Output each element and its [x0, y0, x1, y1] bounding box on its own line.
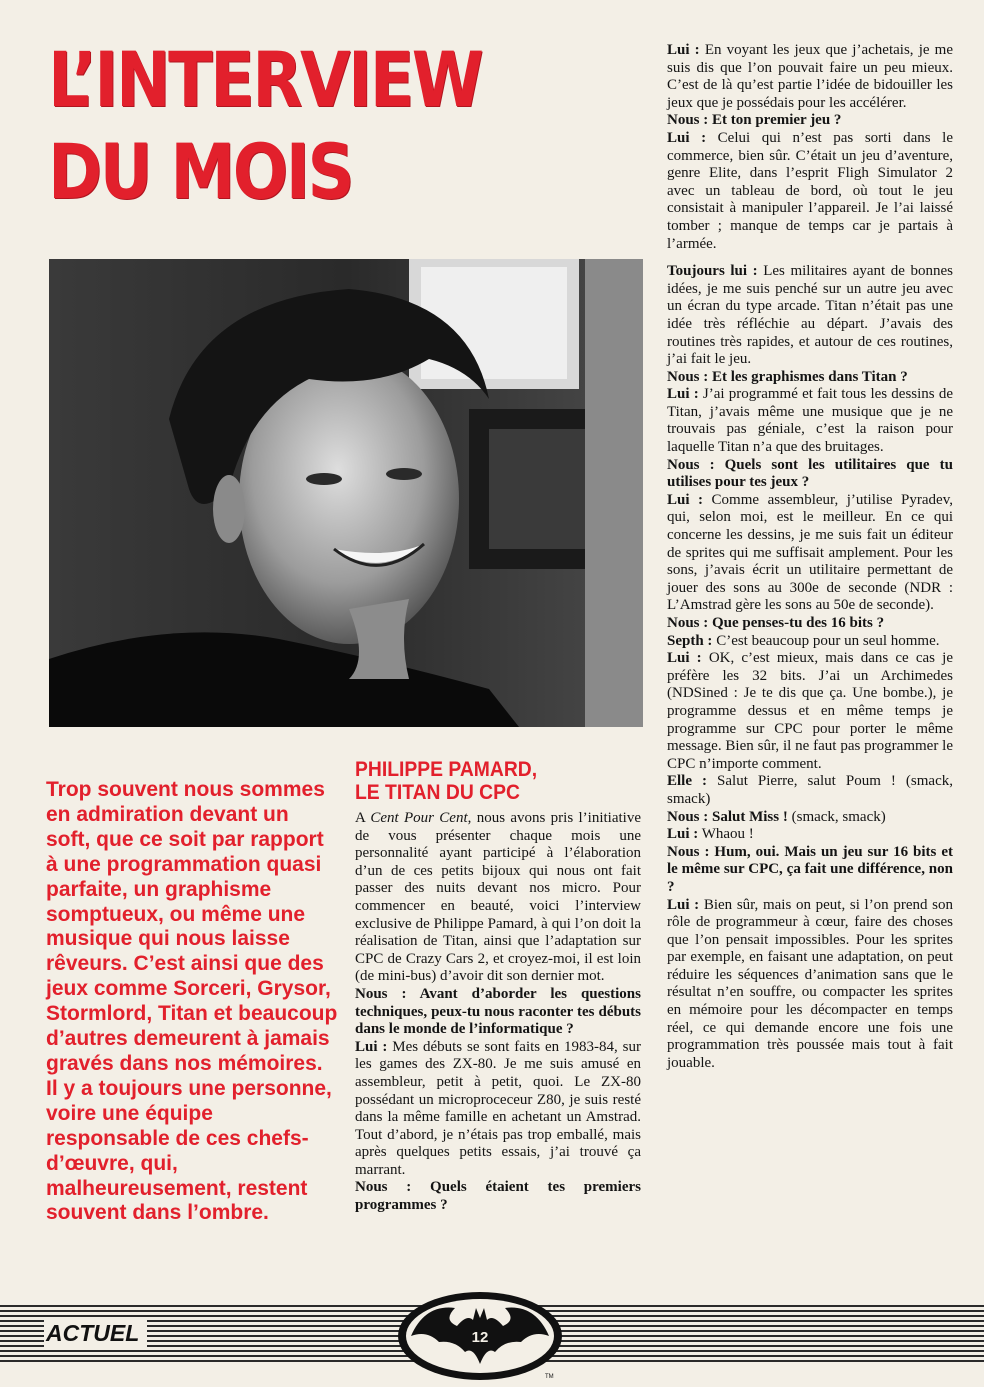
intro-text: Trop souvent nous sommes en admiration devant un soft, que ce soit par rapport à une programmation quasi parfaite, un graphisme somptueux, ou même une musique qui nous laisse rêveurs. C’est ainsi que des jeux comme Sorceri, Grysor, Stormlord, Titan et beaucoup d’autres demeurent à jamais gravés dans nos mémoires. Il y a toujours une personne, voire une équipe responsable de ces chefs-d’œuvre, qui, malheureusement, restent souvent dans l’ombre.	[46, 778, 338, 1225]
headline-line1: PHILIPPE PAMARD,	[355, 758, 538, 781]
headline-line2: LE TITAN DU CPC	[355, 781, 520, 804]
question: Nous : Avant d’aborder les questions techniques, peux-tu nous raconter tes débuts dans le monde de l’informatique ?	[355, 985, 641, 1038]
answer: Elle : Salut Pierre, salut Poum ! (smack, smack)	[667, 773, 953, 807]
page-number: 12	[471, 1329, 489, 1346]
answer: Septh : C’est beaucoup pour un seul homme.	[667, 632, 940, 649]
page-title-line1: L’INTERVIEW	[48, 35, 482, 124]
magazine-name: Cent Pour Cent	[370, 810, 468, 826]
portrait-photo	[49, 259, 643, 727]
answer: Toujours lui : Les militaires ayant de bonnes idées, je me suis penché sur un autre jeu avec un écran du type arcade. Titan n’était pas une idée très réfléchie au départ. J’avais des routines très rapides, et autour de ces routines, j’ai fait le jeu.	[667, 263, 953, 368]
answer: Lui : Whaou !	[667, 826, 754, 843]
bat-logo-icon	[395, 1290, 565, 1382]
question: Nous : Hum, oui. Mais un jeu sur 16 bits et le même sur CPC, ça fait une différence, non ?	[667, 843, 953, 895]
section-label: ACTUEL	[44, 1318, 147, 1349]
page-title	[48, 34, 547, 218]
answer: Lui : Bien sûr, mais on peut, si l’on prend son rôle de programmeur à cœur, faire des choses que l’on pensait impossibles. Pour les sprites par exemple, en faisant une adaptation, on peut réduire les séquences d’animation sans que le résultat n’en souffre, ou compacter les sprites en mémoire pour les décompacter en temps réel, ce qui demande encore une fois une programmation très poussée mais tout à fait jouable.	[667, 896, 953, 1071]
answer: Lui : J’ai programmé et fait tous les dessins de Titan, j’avais même une musique que je ne trouvais pas géniale, c’est la raison pour laquelle Titan n’a que des bruitages.	[667, 386, 953, 456]
article-headline	[355, 758, 622, 804]
answer: Lui : OK, c’est mieux, mais dans ce cas je préfère les 32 bits. J’ai un Archimedes (NDSined : Je te dis que ça. Une bombe.), je programme dessus et en même temps je programme sur CPC pour porter le même message. Bien sûr, il ne faut pas programmer le CPC n’importe comment.	[667, 650, 953, 772]
article-paragraph: A Cent Pour Cent, nous avons pris l’initiative de vous présenter chaque mois une personnalité ayant participé à l’élaboration d’un de ces petits bijoux qui nous ont fait passer des nuits devant nos micro. Pour commencer en beauté, voici l’interview exclusive de Philippe Pamard, à qui l’on doit la réalisation de Titan, ainsi que l’adaptation sur CPC de Crazy Cars 2, et croyez-moi, il est loin (de mini-bus) d’avoir dit son dernier mot.	[355, 810, 641, 985]
answer: Lui : Comme assembleur, j’utilise Pyradev, qui, selon moi, est le meilleur. En ce qui concerne les dessins, je me suis fait un éditeur de sprites qui me suffisait amplement. Pour les sons, j’avais écrit un utilitaire permettant de jouer des sons au 300e de seconde (NDR : L’Amstrad gère les sons au 50e de seconde).	[667, 491, 953, 614]
question: Nous : Quels étaient tes premiers programmes ?	[355, 1179, 641, 1214]
answer: Lui : Celui qui n’est pas sorti dans le commerce, bien sûr. C’était un jeu d’aventure, genre Elite, dans l’esprit Fligh Simulator 2 avec un tableau de bord, où tout le jeu consistait à manipuler l’appareil. Je l’ai laissé tomber ; manque de temps car je partais à l’armée.	[667, 129, 953, 252]
question: Nous : Quels sont les utilitaires que tu utilises pour tes jeux ?	[667, 456, 953, 491]
article-column-right	[667, 42, 953, 1072]
answer: Lui : Mes débuts se sont faits en 1983-84, sur les games des ZX-80. Je me suis amusé en assembleur, petit à petit, quoi. Le ZX-80 possédant un microproceceur Z80, je suis resté dans la même famille en achetant un Amstrad. Tout d’abord, je n’étais pas trop emballé, mais après quelques petits essais, j’ai trouvé ça marrant.	[355, 1038, 641, 1178]
answer: Lui : En voyant les jeux que j’achetais, je me suis dis que l’on pouvait faire un peu mieux. C’est de là qu’est partie l’idée de bidouiller les jeux que je possédais pour les accélérer.	[667, 42, 954, 111]
question: Nous : Et ton premier jeu ?	[667, 112, 842, 129]
answer: Nous : Salut Miss ! (smack, smack)	[667, 808, 886, 825]
question: Nous : Et les graphismes dans Titan ?	[667, 368, 908, 385]
page-title-line2: DU MOIS	[48, 127, 353, 216]
article-column-middle	[355, 810, 641, 1215]
portrait-illustration	[49, 259, 643, 727]
trademark-mark: TM	[545, 1374, 554, 1380]
question: Nous : Que penses-tu des 16 bits ?	[667, 615, 885, 631]
